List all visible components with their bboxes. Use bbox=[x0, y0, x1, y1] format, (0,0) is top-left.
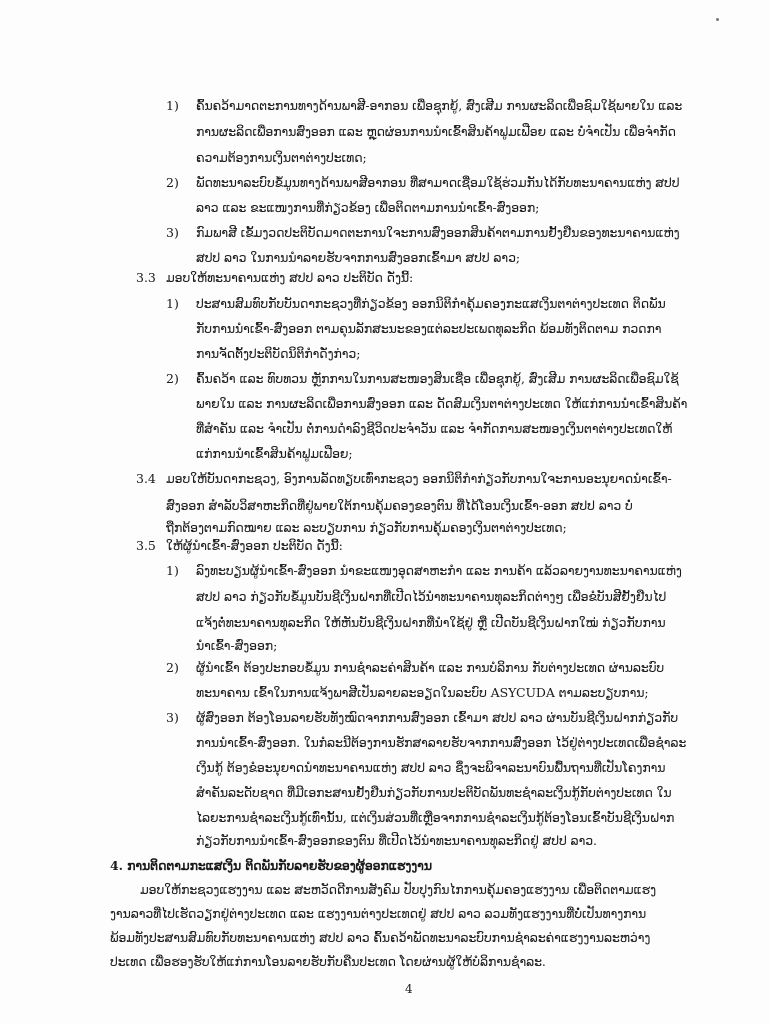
paragraph-line: ຜູ້ສົ່ງອອກ ຕ້ອງໂອນລາຍຮັບທັງໝົດຈາກການສົ່ງອອກ ເຂົ້າມາ ສປປ ລາວ ຜ່ານບັນຊີເງິນຝາກກ່ຽວກັບ bbox=[196, 710, 679, 725]
paragraph-line: ສົ່ງອອກ ສໍາລັບວິສາຫະກິດທີ່ຢູ່ພາຍໃຕ້ການຄຸ້ມຄອງຂອງຕົນ ທີ່ໄດ້ໂອນເງິນເຂົ້າ-ອອກ ສປປ ລາວ ບໍ່ bbox=[166, 498, 633, 513]
paragraph-line: ຄົ້ນຄວ້າມາດຕະການທາງດ້ານພາສີ-ອາກອນ ເພື່ອຊຸກຍູ້, ສົ່ງເສີມ ການຜະລິດເພື່ອຊົມໃຊ້ພາຍໃນ ແລະ bbox=[196, 98, 683, 113]
paragraph-line: ພ້ອມທັງປະສານສົມທົບກັບທະນາຄານແຫ່ງ ສປປ ລາວ ຄົ້ນຄວ້າພັດທະນາລະບົບການຊໍາລະຄ່າແຮງງານລະຫວ່າງ bbox=[110, 930, 651, 945]
section-title: ໃຫ້ຜູ້ນໍາເຂົ້າ-ສົ່ງອອກ ປະຕິບັດ ດັ່ງນີ້: bbox=[166, 538, 343, 553]
paragraph-line: ກັບການນໍາເຂົ້າ-ສົ່ງອອກ ຕາມຄຸນລັກສະນະຂອງແຕ່ລະປະເພດທຸລະກິດ ພ້ອມທັງຕິດຕາມ ກວດກາ bbox=[196, 321, 662, 336]
paragraph-line: ແຈ້ງຕໍ່ທະນາຄານທຸລະກິດ ໃຫ້ຫັນບັນຊີເງິນຝາກທີ່ນໍາໃຊ້ຢູ່ ຫຼື ເປີດບັນຊີເງິນຝາກໃໝ່ ກ່ຽວກັບການ bbox=[196, 615, 666, 630]
section-number: 3.3 bbox=[136, 270, 156, 285]
item-number: 2) bbox=[166, 660, 179, 675]
paragraph-line: ປະສານສົມທົບກັບບັນດາກະຊວງທີ່ກ່ຽວຂ້ອງ ອອກນິຕິກໍາຄຸ້ມຄອງກະແສເງິນຕາຕ່າງປະເທດ ຕິດພັນ bbox=[196, 296, 666, 311]
paragraph-line: ລົງທະບຽນຜູ້ນໍາເຂົ້າ-ສົ່ງອອກ ນໍາຂະແໜງອຸດສາຫະກໍາ ແລະ ການຄ້າ ແລ້ວລາຍງານທະນາຄານແຫ່ງ bbox=[196, 563, 682, 578]
paragraph-line: ການຈັດຕັ້ງປະຕິບັດນິຕິກໍາດັ່ງກ່າວ; bbox=[196, 346, 361, 361]
paragraph-line: ຖືກຕ້ອງຕາມກົດໝາຍ ແລະ ລະບຽບການ ກ່ຽວກັບການຄຸ້ມຄອງເງິນຕາຕ່າງປະເທດ; bbox=[166, 520, 567, 535]
paragraph-line: ໄລຍະການຊໍາລະເງິນກູ້ເທົ່ານັ້ນ, ແຕ່ເງິນສ່ວນທີ່ເຫຼືອຈາກການຊໍາລະເງິນກູ້ຕ້ອງໂອນເຂົ້າບັນຊີເງິນຝາກ bbox=[196, 810, 675, 825]
paragraph-line: ຄວາມຕ້ອງການເງິນຕາຕ່າງປະເທດ; bbox=[196, 150, 367, 165]
section-number: 3.5 bbox=[136, 538, 156, 553]
paragraph-line: ປະເທດ ເພື່ອຮອງຮັບໃຫ້ແກ່ການໂອນລາຍຮັບກັບຄືນປະເທດ ໂດຍຜ່ານຜູ້ໃຫ້ບໍລິການຊໍາລະ. bbox=[110, 954, 546, 969]
item-number: 3) bbox=[166, 710, 179, 725]
paragraph-line: ສໍາຄັນລະດັບຊາດ ທີ່ມີເອກະສານຢັ້ງຢືນກ່ຽວກັບການປະຕິບັດພັນທະຊໍາລະເງິນກູ້ກັບຕ່າງປະເທດ ໃນ bbox=[196, 785, 672, 800]
paragraph-line: ກ່ຽວກັບການນໍາເຂົ້າ-ສົ່ງອອກຂອງຕົນ ທີ່ເປີດໄວ້ນໍາທະນາຄານທຸລະກິດຢູ່ ສປປ ລາວ. bbox=[196, 833, 597, 848]
section-title: ມອບໃຫ້ທະນາຄານແຫ່ງ ສປປ ລາວ ປະຕິບັດ ດັ່ງນີ້: bbox=[166, 270, 414, 285]
paragraph-line: ງານລາວທີ່ໄປເຮັດວຽກຢູ່ຕ່າງປະເທດ ແລະ ແຮງງານຕ່າງປະເທດຢູ່ ສປປ ລາວ ລວມທັງແຮງງານທີ່ບໍ່ເປັນທາງການ bbox=[110, 906, 647, 921]
item-number: 1) bbox=[166, 563, 179, 578]
paragraph-line: ຄົ້ນຄວ້າ ແລະ ທົບທວນ ຫຼັກການໃນການສະໜອງສິນເຊື່ອ ເພື່ອຊຸກຍູ້, ສົ່ງເສີມ ການຜະລິດເພື່ອຊົມໃຊ້ bbox=[196, 371, 679, 386]
paragraph-line: ການນໍາເຂົ້າ-ສົ່ງອອກ. ໃນກໍລະນີຕ້ອງການຮັກສາລາຍຮັບຈາກການສົ່ງອອກ ໄວ້ຢູ່ຕ່າງປະເທດເພື່ອຊໍາລະ bbox=[196, 735, 687, 750]
paragraph-line: ມອບໃຫ້ບັນດາກະຊວງ, ອົງການລັດທຽບເທົ່າກະຊວງ ອອກນິຕິກໍາກ່ຽວກັບການໃຈະການອະນຸຍາດນໍາເຂົ້າ- bbox=[166, 471, 672, 486]
paragraph-line: ສປປ ລາວ ໃນການນໍາລາຍຮັບຈາກການສົ່ງອອກເຂົ້າມາ ສປປ ລາວ; bbox=[196, 250, 520, 265]
paragraph-line: ລາວ ແລະ ຂະແໜງການທີ່ກ່ຽວຂ້ອງ ເພື່ອຕິດຕາມການນໍາເຂົ້າ-ສົ່ງອອກ; bbox=[196, 200, 540, 215]
item-number: 1) bbox=[166, 296, 179, 311]
paragraph-line: ມອບໃຫ້ກະຊວງແຮງງານ ແລະ ສະຫວັດດີການສັງຄົມ ປັບປຸງກົນໄກການຄຸ້ມຄອງແຮງງານ ເພື່ອຕິດຕາມແຮງ bbox=[140, 882, 657, 897]
paragraph-line: ແກ່ການນໍາເຂົ້າສິນຄ້າຟູມເຟືອຍ; bbox=[196, 446, 353, 461]
item-number: 2) bbox=[166, 371, 179, 386]
item-number: 3) bbox=[166, 225, 179, 240]
page-number: 4 bbox=[405, 982, 413, 996]
paragraph-line: ສປປ ລາວ ກ່ຽວກັບຂໍ້ມູນບັນຊີເງິນຝາກທີ່ເປີດໄວ້ນໍາທະນາຄານທຸລະກິດຕ່າງໆ ເພື່ອຂໍບັນສີຢັ້ງຢືນໄປ bbox=[196, 589, 667, 604]
paragraph-line: ນໍາເຂົ້າ-ສົ່ງອອກ; bbox=[196, 638, 278, 653]
paragraph-line: ຜູ້ນໍາເຂົ້າ ຕ້ອງປະກອບຂໍ້ມູນ ການຊໍາລະຄ່າສິນຄ້າ ແລະ ການບໍລິການ ກັບຕ່າງປະເທດ ຜ່ານລະບົບ bbox=[196, 660, 665, 675]
paragraph-line: ທີ່ສໍາຄັນ ແລະ ຈໍາເປັນ ຕໍ່ການດໍາລົງຊີວິດປະຈໍາວັນ ແລະ ຈໍາກັດການສະໜອງເງິນຕາຕ່າງປະເທດໃຫ້ bbox=[196, 421, 673, 436]
item-number: 1) bbox=[166, 98, 179, 113]
paragraph-line: ທະນາຄານ ເຂົ້າໃນການແຈ້ງພາສີເປັນລາຍລະອຽດໃນລະບົບ ASYCUDA ຕາມລະບຽບການ; bbox=[196, 685, 649, 700]
section-number: 3.4 bbox=[136, 471, 156, 486]
section-heading: 4. ການຕິດຕາມກະແສເງິນ ຕິດພັນກັບລາຍຮັບຂອງຜູ້ອອກແຮງງານ bbox=[110, 858, 432, 873]
paragraph-line: ພັດທະນາລະບົບຂໍ້ມູນທາງດ້ານພາສີອາກອນ ທີ່ສາມາດເຊື່ອມໃຊ້ຮ່ວມກັນໄດ້ກັບທະນາຄານແຫ່ງ ສປປ bbox=[196, 175, 680, 190]
paragraph-line: ການຜະລິດເພື່ອການສົ່ງອອກ ແລະ ຫຼຸດຜ່ອນການນໍາເຂົ້າສິນຄ້າຟູມເຟືອຍ ແລະ ບໍ່ຈໍາເປັນ ເພື່ອຈໍາກັດ bbox=[196, 124, 676, 139]
scan-speck bbox=[716, 18, 719, 21]
paragraph-line: ເງິນກູ້ ຕ້ອງຂໍອະນຸຍາດນໍາທະນາຄານແຫ່ງ ສປປ ລາວ ຊຶ່ງຈະພິຈາລະນາບົນພື້ນຖານທີ່ເປັນໂຄງການ bbox=[196, 760, 666, 775]
paragraph-line: ກົມພາສີ ເຂັ້ມງວດປະຕິບັດມາດຕະການໃຈະການສົ່ງອອກສິນຄ້າຕາມການຢັ້ງຢືນຂອງທະນາຄານແຫ່ງ bbox=[196, 225, 680, 240]
paragraph-line: ພາຍໃນ ແລະ ການຜະລິດເພື່ອການສົ່ງອອກ ແລະ ດັດສົມເງິນຕາຕ່າງປະເທດ ໃຫ້ແກ່ການນໍາເຂົ້າສິນຄ້າ bbox=[196, 396, 688, 411]
item-number: 2) bbox=[166, 175, 179, 190]
